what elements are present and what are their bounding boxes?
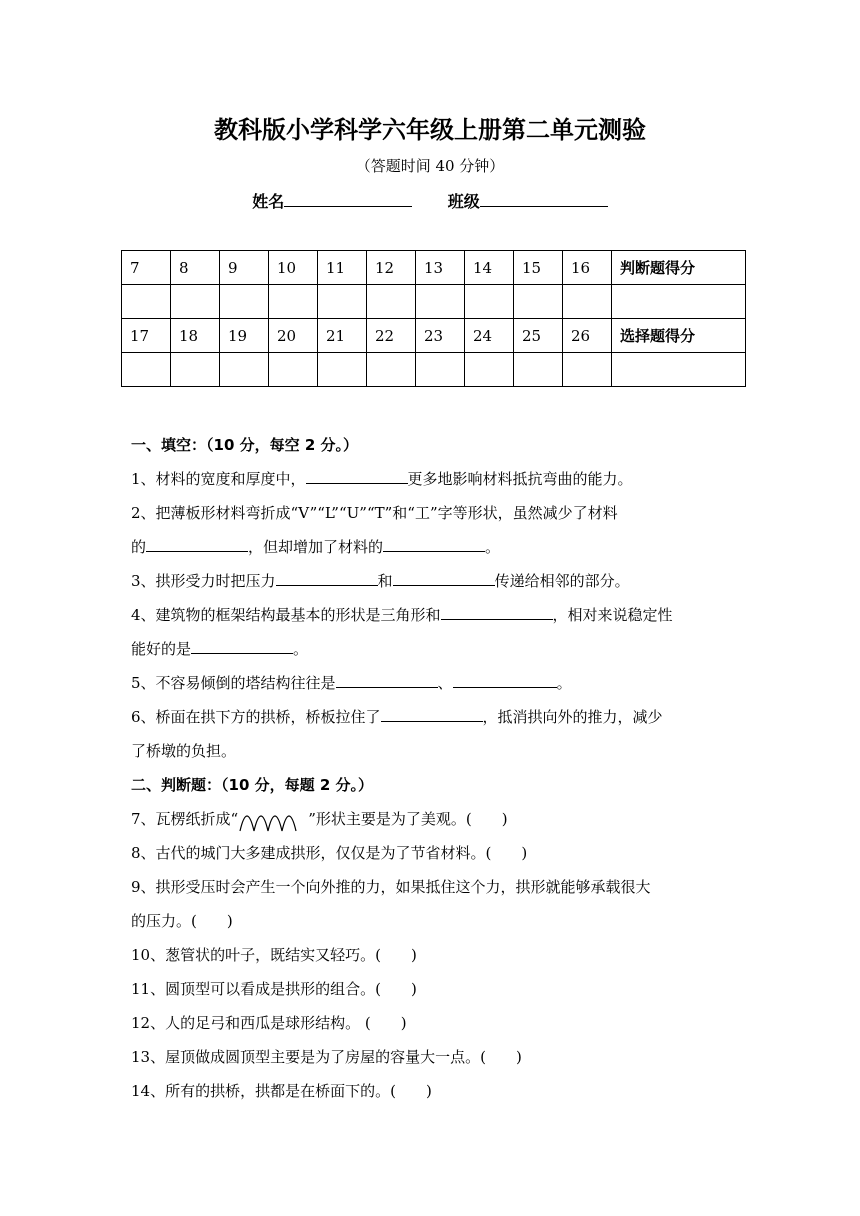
- table-cell: 19: [220, 319, 269, 353]
- answer-cell[interactable]: [416, 285, 465, 319]
- table-cell: 11: [318, 251, 367, 285]
- answer-blank[interactable]: [441, 607, 553, 620]
- name-label: 姓名: [252, 192, 285, 211]
- answer-cell[interactable]: [563, 285, 612, 319]
- question-6: [131, 700, 731, 734]
- question-text: 传递给相邻的部分。: [494, 572, 630, 590]
- table-cell: 13: [416, 251, 465, 285]
- question-text: 2、把薄板形材料弯折成“V”“L”“U”“T”和“工”字等形状，虽然减少了材料: [131, 504, 618, 522]
- table-row: [122, 285, 746, 319]
- question-text: 。: [485, 538, 501, 556]
- answer-cell[interactable]: [171, 353, 220, 387]
- question-6-cont: [131, 734, 731, 768]
- answer-cell[interactable]: [269, 353, 318, 387]
- question-text: ，抵消拱向外的推力，减少: [482, 708, 663, 726]
- question-2-cont: [131, 530, 731, 564]
- answer-cell[interactable]: [563, 353, 612, 387]
- question-text: 。: [293, 640, 309, 658]
- answer-blank[interactable]: [276, 573, 378, 586]
- answer-blank[interactable]: [146, 539, 248, 552]
- table-cell: 7: [122, 251, 171, 285]
- answer-blank[interactable]: [383, 539, 485, 552]
- answer-cell[interactable]: [171, 285, 220, 319]
- answer-blank[interactable]: [453, 675, 557, 688]
- answer-cell[interactable]: [416, 353, 465, 387]
- question-4: [131, 598, 731, 632]
- name-class-row: [0, 189, 860, 212]
- question-7: [131, 802, 731, 836]
- table-cell: 20: [269, 319, 318, 353]
- question-text: 1、材料的宽度和厚度中，: [131, 470, 306, 488]
- question-text: 4、建筑物的框架结构最基本的形状是三角形和: [131, 606, 441, 624]
- question-9-cont: 的压力。( ): [131, 912, 233, 930]
- answer-blank[interactable]: [191, 641, 293, 654]
- section-heading-judgment: 二、判断题：（10 分，每题 2 分。）: [131, 776, 373, 794]
- question-text: 。: [556, 674, 572, 692]
- table-cell: 24: [465, 319, 514, 353]
- question-text: 、: [437, 674, 453, 692]
- question-text: 的: [131, 538, 147, 556]
- question-text: 更多地影响材料抵抗弯曲的能力。: [407, 470, 633, 488]
- answer-cell[interactable]: [367, 285, 416, 319]
- question-text: 能好的是: [131, 640, 192, 658]
- answer-blank[interactable]: [306, 471, 408, 484]
- class-blank: [480, 192, 608, 207]
- answer-blank[interactable]: [381, 709, 483, 722]
- answer-cell[interactable]: [220, 285, 269, 319]
- question-text: 和: [377, 572, 393, 590]
- table-cell: 25: [514, 319, 563, 353]
- question-text: 了桥墩的负担。: [131, 742, 237, 760]
- question-10: 10、葱管状的叶子，既结实又轻巧。( ): [131, 946, 417, 964]
- table-cell: 10: [269, 251, 318, 285]
- answer-cell[interactable]: [514, 285, 563, 319]
- question-4-cont: [131, 632, 731, 666]
- table-cell: 16: [563, 251, 612, 285]
- table-row: [122, 319, 746, 353]
- table-cell: 9: [220, 251, 269, 285]
- question-5: [131, 666, 731, 700]
- judgment-score-cell[interactable]: [612, 285, 746, 319]
- table-row: [122, 353, 746, 387]
- answer-cell[interactable]: [269, 285, 318, 319]
- page-title: 教科版小学科学六年级上册第二单元测验: [214, 116, 646, 144]
- question-2: [131, 496, 731, 530]
- answer-cell[interactable]: [514, 353, 563, 387]
- score-table: [121, 250, 746, 387]
- table-cell: 17: [122, 319, 171, 353]
- answer-cell[interactable]: [122, 285, 171, 319]
- table-cell: 26: [563, 319, 612, 353]
- choice-score-label: 选择题得分: [612, 319, 746, 353]
- question-1: [131, 462, 731, 496]
- table-cell: 15: [514, 251, 563, 285]
- questions: [131, 428, 731, 1108]
- question-3: [131, 564, 731, 598]
- table-cell: 8: [171, 251, 220, 285]
- question-text: 6、桥面在拱下方的拱桥，桥板拉住了: [131, 708, 381, 726]
- question-text: 5、不容易倾倒的塔结构往往是: [131, 674, 336, 692]
- table-cell: 21: [318, 319, 367, 353]
- table-cell: 12: [367, 251, 416, 285]
- table-cell: 14: [465, 251, 514, 285]
- table-cell: 23: [416, 319, 465, 353]
- question-13: 13、屋顶做成圆顶型主要是为了房屋的容量大一点。( ): [131, 1048, 522, 1066]
- table-cell: 22: [367, 319, 416, 353]
- question-text: ，但却增加了材料的: [248, 538, 384, 556]
- answer-cell[interactable]: [318, 353, 367, 387]
- answer-cell[interactable]: [465, 285, 514, 319]
- answer-cell[interactable]: [465, 353, 514, 387]
- answer-blank[interactable]: [336, 675, 438, 688]
- question-9: 9、拱形受压时会产生一个向外推的力，如果抵住这个力，拱形就能够承载很大: [131, 878, 651, 896]
- table-row: [122, 251, 746, 285]
- answer-blank[interactable]: [393, 573, 495, 586]
- judgment-score-label: 判断题得分: [612, 251, 746, 285]
- corrugated-wave-icon: [238, 807, 308, 833]
- question-text: 7、瓦楞纸折成“: [131, 810, 239, 828]
- question-text: 3、拱形受力时把压力: [131, 572, 276, 590]
- table-cell: 18: [171, 319, 220, 353]
- question-text: ”形状主要是为了美观。( ): [308, 810, 508, 828]
- choice-score-cell[interactable]: [612, 353, 746, 387]
- question-14: 14、所有的拱桥，拱都是在桥面下的。( ): [131, 1082, 432, 1100]
- answer-cell[interactable]: [318, 285, 367, 319]
- answer-cell[interactable]: [220, 353, 269, 387]
- question-12: 12、人的足弓和西瓜是球形结构。 ( ): [131, 1014, 407, 1032]
- answer-cell[interactable]: [367, 353, 416, 387]
- name-blank: [284, 192, 412, 207]
- class-label: 班级: [447, 192, 480, 211]
- question-11: 11、圆顶型可以看成是拱形的组合。( ): [131, 980, 417, 998]
- time-note: （答题时间 40 分钟）: [355, 157, 505, 175]
- section-heading-fill: 一、填空：（10 分，每空 2 分。）: [131, 436, 358, 454]
- question-8: 8、古代的城门大多建成拱形，仅仅是为了节省材料。( ): [131, 844, 528, 862]
- answer-cell[interactable]: [122, 353, 171, 387]
- question-text: ，相对来说稳定性: [552, 606, 673, 624]
